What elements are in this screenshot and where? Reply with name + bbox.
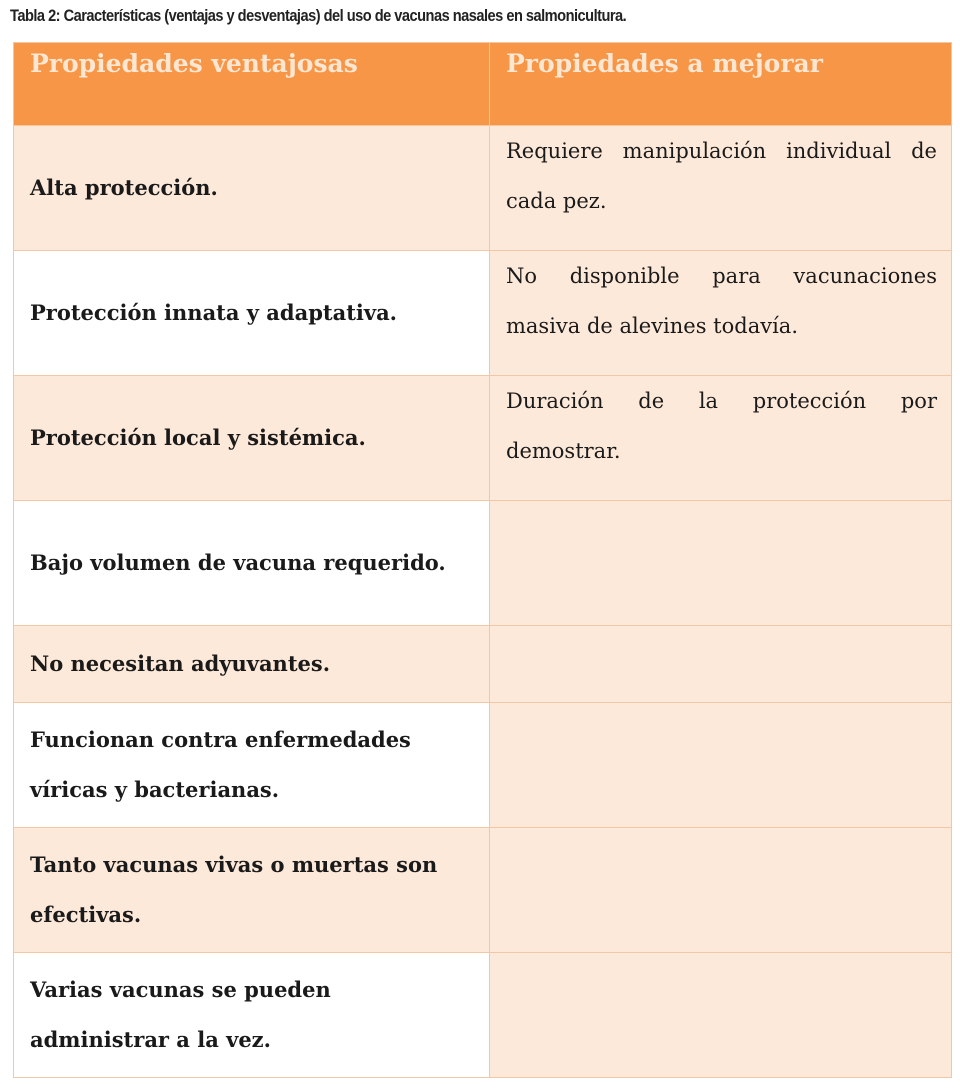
improve-cell: [490, 703, 952, 828]
improve-cell: Duración de la protección por demostrar.: [490, 376, 952, 501]
improve-cell: Requiere manipulación individual de cada pez.: [490, 126, 952, 251]
advantage-cell: Tanto vacunas vivas o muertas son efectivas.: [14, 828, 490, 953]
advantage-cell: Protección innata y adaptativa.: [14, 251, 490, 376]
table-caption: Tabla 2: Características (ventajas y desventajas) del uso de vacunas nasales en salmonicultura.: [10, 6, 627, 25]
properties-table: [13, 42, 952, 1078]
table-row: [14, 828, 952, 953]
table-row: [14, 251, 952, 376]
table-row: [14, 501, 952, 626]
improve-cell: [490, 626, 952, 703]
table-row: [14, 703, 952, 828]
improve-cell: No disponible para vacunaciones masiva de alevines todavía.: [490, 251, 952, 376]
table-row: [14, 953, 952, 1078]
table-row: [14, 626, 952, 703]
advantage-cell: Bajo volumen de vacuna requerido.: [14, 501, 490, 626]
header-to-improve: Propiedades a mejorar: [490, 43, 952, 126]
improve-cell: [490, 828, 952, 953]
advantage-cell: Varias vacunas se pueden administrar a la vez.: [14, 953, 490, 1078]
advantage-cell: Protección local y sistémica.: [14, 376, 490, 501]
table-row: [14, 376, 952, 501]
improve-cell: [490, 501, 952, 626]
table-row: [14, 126, 952, 251]
improve-cell: [490, 953, 952, 1078]
advantage-cell: Alta protección.: [14, 126, 490, 251]
advantage-cell: No necesitan adyuvantes.: [14, 626, 490, 703]
table-header-row: [14, 43, 952, 126]
advantage-cell: Funcionan contra enfermedades víricas y bacterianas.: [14, 703, 490, 828]
header-advantages: Propiedades ventajosas: [14, 43, 490, 126]
